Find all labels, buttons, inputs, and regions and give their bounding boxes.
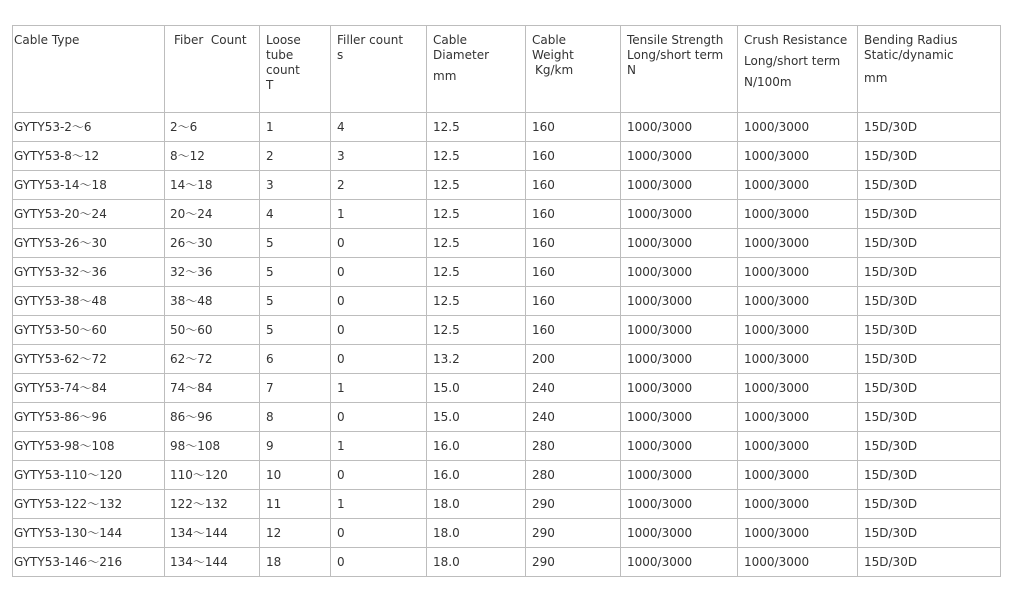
cell-loose-tube-count: 11	[260, 490, 331, 519]
cell-cable-weight: 160	[526, 200, 621, 229]
table-row	[13, 142, 1001, 171]
cell-cable-weight: 280	[526, 461, 621, 490]
cell-cable-weight: 240	[526, 403, 621, 432]
cell-cable-diameter: 15.0	[427, 403, 526, 432]
table-row	[13, 200, 1001, 229]
header-line: T	[266, 78, 274, 92]
cell-cable-weight: 160	[526, 113, 621, 142]
header-line: Static/dynamic	[864, 48, 954, 62]
cell-filler-count: 0	[331, 258, 427, 287]
cell-tensile-strength: 1000/3000	[621, 229, 738, 258]
cell-cable-type: GYTY53-38～48	[13, 287, 165, 316]
cell-tensile-strength: 1000/3000	[621, 171, 738, 200]
cell-fiber-count: 50～60	[165, 316, 260, 345]
cell-loose-tube-count: 7	[260, 374, 331, 403]
header-line: Kg/km	[535, 63, 574, 77]
table-row	[13, 171, 1001, 200]
header-line: Long/short term	[627, 48, 724, 62]
cell-cable-type: GYTY53-62～72	[13, 345, 165, 374]
cell-cable-weight: 160	[526, 229, 621, 258]
cell-cable-diameter: 12.5	[427, 113, 526, 142]
header-fiber-count	[165, 26, 260, 113]
cell-loose-tube-count: 8	[260, 403, 331, 432]
header-line: Long/short term	[744, 54, 841, 68]
cell-fiber-count: 98～108	[165, 432, 260, 461]
cell-cable-weight: 290	[526, 490, 621, 519]
cell-loose-tube-count: 10	[260, 461, 331, 490]
cell-cable-diameter: 18.0	[427, 548, 526, 577]
cell-loose-tube-count: 18	[260, 548, 331, 577]
table-row	[13, 258, 1001, 287]
cell-cable-weight: 160	[526, 142, 621, 171]
table-row	[13, 548, 1001, 577]
cell-bending-radius: 15D/30D	[858, 142, 1001, 171]
cell-tensile-strength: 1000/3000	[621, 200, 738, 229]
cell-crush-resistance: 1000/3000	[738, 403, 858, 432]
cell-cable-weight: 290	[526, 519, 621, 548]
cell-cable-type: GYTY53-14～18	[13, 171, 165, 200]
cell-bending-radius: 15D/30D	[858, 345, 1001, 374]
cell-filler-count: 4	[331, 113, 427, 142]
header-line: Cable	[532, 33, 567, 47]
cell-tensile-strength: 1000/3000	[621, 490, 738, 519]
header-line: tube	[266, 48, 294, 62]
cell-crush-resistance: 1000/3000	[738, 142, 858, 171]
cell-cable-diameter: 12.5	[427, 316, 526, 345]
cell-crush-resistance: 1000/3000	[738, 200, 858, 229]
cell-tensile-strength: 1000/3000	[621, 461, 738, 490]
cell-crush-resistance: 1000/3000	[738, 374, 858, 403]
cell-fiber-count: 8～12	[165, 142, 260, 171]
cell-loose-tube-count: 5	[260, 316, 331, 345]
cell-fiber-count: 26～30	[165, 229, 260, 258]
cell-crush-resistance: 1000/3000	[738, 345, 858, 374]
cell-fiber-count: 86～96	[165, 403, 260, 432]
cell-filler-count: 0	[331, 287, 427, 316]
cell-cable-type: GYTY53-110～120	[13, 461, 165, 490]
cell-crush-resistance: 1000/3000	[738, 287, 858, 316]
header-line: Loose	[266, 33, 301, 47]
cell-cable-weight: 160	[526, 287, 621, 316]
cell-bending-radius: 15D/30D	[858, 171, 1001, 200]
table-row	[13, 316, 1001, 345]
header-tensile-strength	[621, 26, 738, 113]
table-row	[13, 287, 1001, 316]
cell-loose-tube-count: 3	[260, 171, 331, 200]
header-line: N/100m	[744, 75, 792, 89]
table-row	[13, 490, 1001, 519]
cell-tensile-strength: 1000/3000	[621, 519, 738, 548]
cell-tensile-strength: 1000/3000	[621, 258, 738, 287]
cell-filler-count: 1	[331, 490, 427, 519]
header-line: Filler count	[337, 33, 404, 47]
cell-loose-tube-count: 5	[260, 258, 331, 287]
table-row	[13, 113, 1001, 142]
cell-loose-tube-count: 5	[260, 287, 331, 316]
cell-crush-resistance: 1000/3000	[738, 316, 858, 345]
cell-bending-radius: 15D/30D	[858, 432, 1001, 461]
cell-tensile-strength: 1000/3000	[621, 374, 738, 403]
header-filler-count	[331, 26, 427, 113]
cell-cable-diameter: 18.0	[427, 490, 526, 519]
cell-tensile-strength: 1000/3000	[621, 403, 738, 432]
cell-bending-radius: 15D/30D	[858, 113, 1001, 142]
cable-spec-table	[12, 25, 1001, 577]
cell-cable-weight: 200	[526, 345, 621, 374]
table-row	[13, 229, 1001, 258]
cell-cable-diameter: 15.0	[427, 374, 526, 403]
header-bending-radius	[858, 26, 1001, 113]
cell-cable-diameter: 16.0	[427, 432, 526, 461]
cell-filler-count: 0	[331, 229, 427, 258]
cell-cable-weight: 160	[526, 171, 621, 200]
header-line: Fiber Count	[174, 33, 247, 47]
cell-filler-count: 0	[331, 403, 427, 432]
cell-filler-count: 2	[331, 171, 427, 200]
cell-crush-resistance: 1000/3000	[738, 432, 858, 461]
cell-bending-radius: 15D/30D	[858, 519, 1001, 548]
header-line: Bending Radius	[864, 33, 958, 47]
cell-cable-type: GYTY53-130～144	[13, 519, 165, 548]
cell-cable-diameter: 12.5	[427, 142, 526, 171]
cell-cable-weight: 290	[526, 548, 621, 577]
header-line: mm	[433, 69, 457, 83]
header-cable-type	[13, 26, 165, 113]
cell-filler-count: 0	[331, 519, 427, 548]
cell-bending-radius: 15D/30D	[858, 461, 1001, 490]
cell-cable-type: GYTY53-122～132	[13, 490, 165, 519]
cell-bending-radius: 15D/30D	[858, 490, 1001, 519]
cell-cable-diameter: 12.5	[427, 229, 526, 258]
header-line: count	[266, 63, 300, 77]
cell-cable-type: GYTY53-98～108	[13, 432, 165, 461]
cell-filler-count: 0	[331, 316, 427, 345]
cell-cable-type: GYTY53-32～36	[13, 258, 165, 287]
header-crush-resistance	[738, 26, 858, 113]
cell-crush-resistance: 1000/3000	[738, 461, 858, 490]
header-line: Tensile Strength	[627, 33, 724, 47]
cell-fiber-count: 134～144	[165, 548, 260, 577]
cell-crush-resistance: 1000/3000	[738, 229, 858, 258]
cell-filler-count: 3	[331, 142, 427, 171]
cell-filler-count: 0	[331, 345, 427, 374]
header-line: mm	[864, 71, 888, 85]
cell-bending-radius: 15D/30D	[858, 374, 1001, 403]
cell-cable-weight: 160	[526, 316, 621, 345]
table-row	[13, 345, 1001, 374]
cell-fiber-count: 122～132	[165, 490, 260, 519]
cell-loose-tube-count: 12	[260, 519, 331, 548]
cell-tensile-strength: 1000/3000	[621, 345, 738, 374]
cell-cable-weight: 160	[526, 258, 621, 287]
cell-cable-type: GYTY53-50～60	[13, 316, 165, 345]
cell-cable-weight: 280	[526, 432, 621, 461]
cell-bending-radius: 15D/30D	[858, 229, 1001, 258]
cell-filler-count: 0	[331, 548, 427, 577]
cell-fiber-count: 2～6	[165, 113, 260, 142]
cell-loose-tube-count: 2	[260, 142, 331, 171]
cell-bending-radius: 15D/30D	[858, 200, 1001, 229]
cell-cable-type: GYTY53-74～84	[13, 374, 165, 403]
cell-cable-type: GYTY53-8～12	[13, 142, 165, 171]
cell-tensile-strength: 1000/3000	[621, 316, 738, 345]
cell-crush-resistance: 1000/3000	[738, 548, 858, 577]
table-row	[13, 461, 1001, 490]
cell-fiber-count: 38～48	[165, 287, 260, 316]
cell-cable-weight: 240	[526, 374, 621, 403]
cell-filler-count: 0	[331, 461, 427, 490]
cell-cable-diameter: 13.2	[427, 345, 526, 374]
cell-bending-radius: 15D/30D	[858, 258, 1001, 287]
cell-fiber-count: 20～24	[165, 200, 260, 229]
cell-cable-diameter: 12.5	[427, 258, 526, 287]
header-line: N	[627, 63, 636, 77]
cell-fiber-count: 14～18	[165, 171, 260, 200]
cell-cable-type: GYTY53-20～24	[13, 200, 165, 229]
cell-fiber-count: 134～144	[165, 519, 260, 548]
cell-cable-diameter: 12.5	[427, 171, 526, 200]
cell-cable-type: GYTY53-2～6	[13, 113, 165, 142]
cell-fiber-count: 62～72	[165, 345, 260, 374]
cell-cable-type: GYTY53-146～216	[13, 548, 165, 577]
cell-tensile-strength: 1000/3000	[621, 287, 738, 316]
header-cable-weight	[526, 26, 621, 113]
cell-tensile-strength: 1000/3000	[621, 142, 738, 171]
cell-crush-resistance: 1000/3000	[738, 490, 858, 519]
header-line: Cable	[433, 33, 468, 47]
cell-loose-tube-count: 5	[260, 229, 331, 258]
cell-loose-tube-count: 9	[260, 432, 331, 461]
table-row	[13, 432, 1001, 461]
cell-bending-radius: 15D/30D	[858, 403, 1001, 432]
header-row	[13, 26, 1001, 113]
cell-crush-resistance: 1000/3000	[738, 258, 858, 287]
cell-loose-tube-count: 1	[260, 113, 331, 142]
cell-bending-radius: 15D/30D	[858, 316, 1001, 345]
header-line: Diameter	[433, 48, 490, 62]
cell-fiber-count: 32～36	[165, 258, 260, 287]
header-line: s	[337, 48, 344, 62]
cell-tensile-strength: 1000/3000	[621, 113, 738, 142]
header-loose-tube-count	[260, 26, 331, 113]
cell-crush-resistance: 1000/3000	[738, 113, 858, 142]
cell-filler-count: 1	[331, 374, 427, 403]
table-row	[13, 374, 1001, 403]
cell-tensile-strength: 1000/3000	[621, 548, 738, 577]
cell-cable-diameter: 12.5	[427, 287, 526, 316]
table-row	[13, 519, 1001, 548]
cell-fiber-count: 110～120	[165, 461, 260, 490]
header-line: Crush Resistance	[744, 33, 848, 47]
cell-cable-diameter: 12.5	[427, 200, 526, 229]
cell-cable-diameter: 16.0	[427, 461, 526, 490]
cell-tensile-strength: 1000/3000	[621, 432, 738, 461]
header-line: Weight	[532, 48, 574, 62]
header-line: Cable Type	[14, 33, 80, 47]
cell-loose-tube-count: 6	[260, 345, 331, 374]
cell-fiber-count: 74～84	[165, 374, 260, 403]
cell-bending-radius: 15D/30D	[858, 548, 1001, 577]
cell-cable-type: GYTY53-86～96	[13, 403, 165, 432]
cell-cable-type: GYTY53-26～30	[13, 229, 165, 258]
cell-filler-count: 1	[331, 432, 427, 461]
table-row	[13, 403, 1001, 432]
cell-crush-resistance: 1000/3000	[738, 171, 858, 200]
cell-cable-diameter: 18.0	[427, 519, 526, 548]
cell-loose-tube-count: 4	[260, 200, 331, 229]
cell-filler-count: 1	[331, 200, 427, 229]
header-cable-diameter	[427, 26, 526, 113]
cell-bending-radius: 15D/30D	[858, 287, 1001, 316]
cell-crush-resistance: 1000/3000	[738, 519, 858, 548]
